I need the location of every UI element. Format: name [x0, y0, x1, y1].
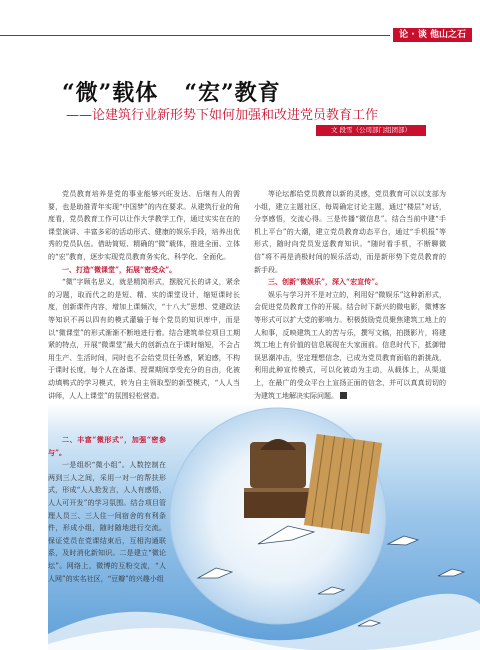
author-byline: 文 段雪（公司部门组团部）	[316, 125, 426, 136]
end-mark-icon	[340, 392, 347, 399]
paragraph-micro-classroom: “微”字顾名思义，就是精简形式，摆脱冗长的讲义，紧余的习题，取而代之的是短、精、实的课堂设计，缩短课时长度，创新课件内容，增加上课频次，“十八大”思想、党建政法等知识不再以四有的模式灌输于每个党员的知识库中，而是以“微课堂”的形式渐渐不断地进行着。结合建筑单位项目工期紧的特点，开展“微课堂”最大的创新点在于课时缩短，不会占用生产、生活时间，同时也不会给党员任务感，紧迫感，不构于课时长度，每个人在备课、授课期间享受充分的自由，化被动填鸭式的学习模式，转为自主领取型的新型模式，“人人当讲师，人人上课堂”的氛围轻松营造。	[48, 278, 240, 400]
paragraph-intro: 党员教育培养是党的事业能够兴旺发达、后继有人的需要，也是助推青年实现“中国梦”的内在要求。从建筑行业的角度看，党员教育工作可以让作大学教学工作，通过实实在在的课堂演讲、丰富多彩的活动形式、健康的娱乐手段，培养出优秀的党员队伍。借助简短、精确的“微”载体，推进全面、立体的“宏”教育，逐步实现党员教育务实化、科学化、全面化。	[48, 190, 240, 261]
article-subtitle: ——论建筑行业新形势下如何加强和改进党员教育工作	[66, 108, 379, 123]
section-tag: 论 · 谈 他山之石	[393, 28, 472, 42]
section-header	[0, 28, 480, 42]
bamboo-scroll-icon	[304, 434, 382, 534]
section-heading-3: 三、创新“微娱乐”，深入“宏宣传”。	[268, 277, 383, 287]
title-part-1: “微”载体	[62, 80, 159, 106]
paragraph-micro-forms: 一是组织“微小组”。人数控制在两到三人之间，采用一对一的帮扶形式，形成“人人抢发言，人人有感悟，人人可开发”的学习氛围。结合项目管理人员三、三人住一间宿舍的有利条件，形成小组，随时随地进行交流。保证党员在党课结束后，互相沟通联系，及时消化新知识。二是建立“微论坛”。网络上，微博的互粉交流，“人人网”的实名社区，“豆瓣”的兴趣小组	[48, 461, 166, 583]
paragraph-micro-entertainment: 娱乐与学习并不是对立的，利用好“微娱乐”这种新形式，会促进党员教育工作的开展。结合时下新兴的微电影，微博客等形式可以扩大党的影响力。积极鼓励党员聚焦建筑工地上的人和事，反映建筑工人的苦与乐，撰写文稿，拍摄影片，将建筑工地上有价值的信息展现在大家面前。信息时代下，抵御错误思潮冲击，坚定理想信念，已成为党员教育面临的新挑战，利用此种宣传模式，可以化被动为主动，从载体上，从渠道上，在最广的受众平台上宣扬正面的信念，并可以真真切切的为建筑工地解决实际问题。	[254, 290, 446, 400]
section-heading-2: 二、丰富“微形式”，加强“密参与”。	[48, 435, 166, 457]
header-rule	[0, 35, 390, 36]
column-lower-left	[48, 434, 166, 585]
paragraph-micro-forum-cont: 等论坛都给党员教育以新的灵感，党员教育可以以支部为小组，建立主题社区，每周确定讨论主题，通过“楼层”对话，分享感悟，交流心得。三是传播“微信息”。结合当前中建“手机上平台”的大潮，建立党员教育动态平台，通过“手机报”等形式，随时向党员发送教育知识。“随时看手机，不断聊微信”将不再是消极时间的娱乐活动，而是新形势下党员教育的新手段。	[254, 190, 446, 274]
title-part-2: “宏”教育	[184, 80, 281, 106]
stone-seal-icon	[244, 439, 312, 518]
column-right	[254, 188, 446, 402]
article-title	[62, 76, 281, 107]
section-heading-1: 一、打造“微课堂”，拓展“密受众”。	[62, 264, 177, 274]
